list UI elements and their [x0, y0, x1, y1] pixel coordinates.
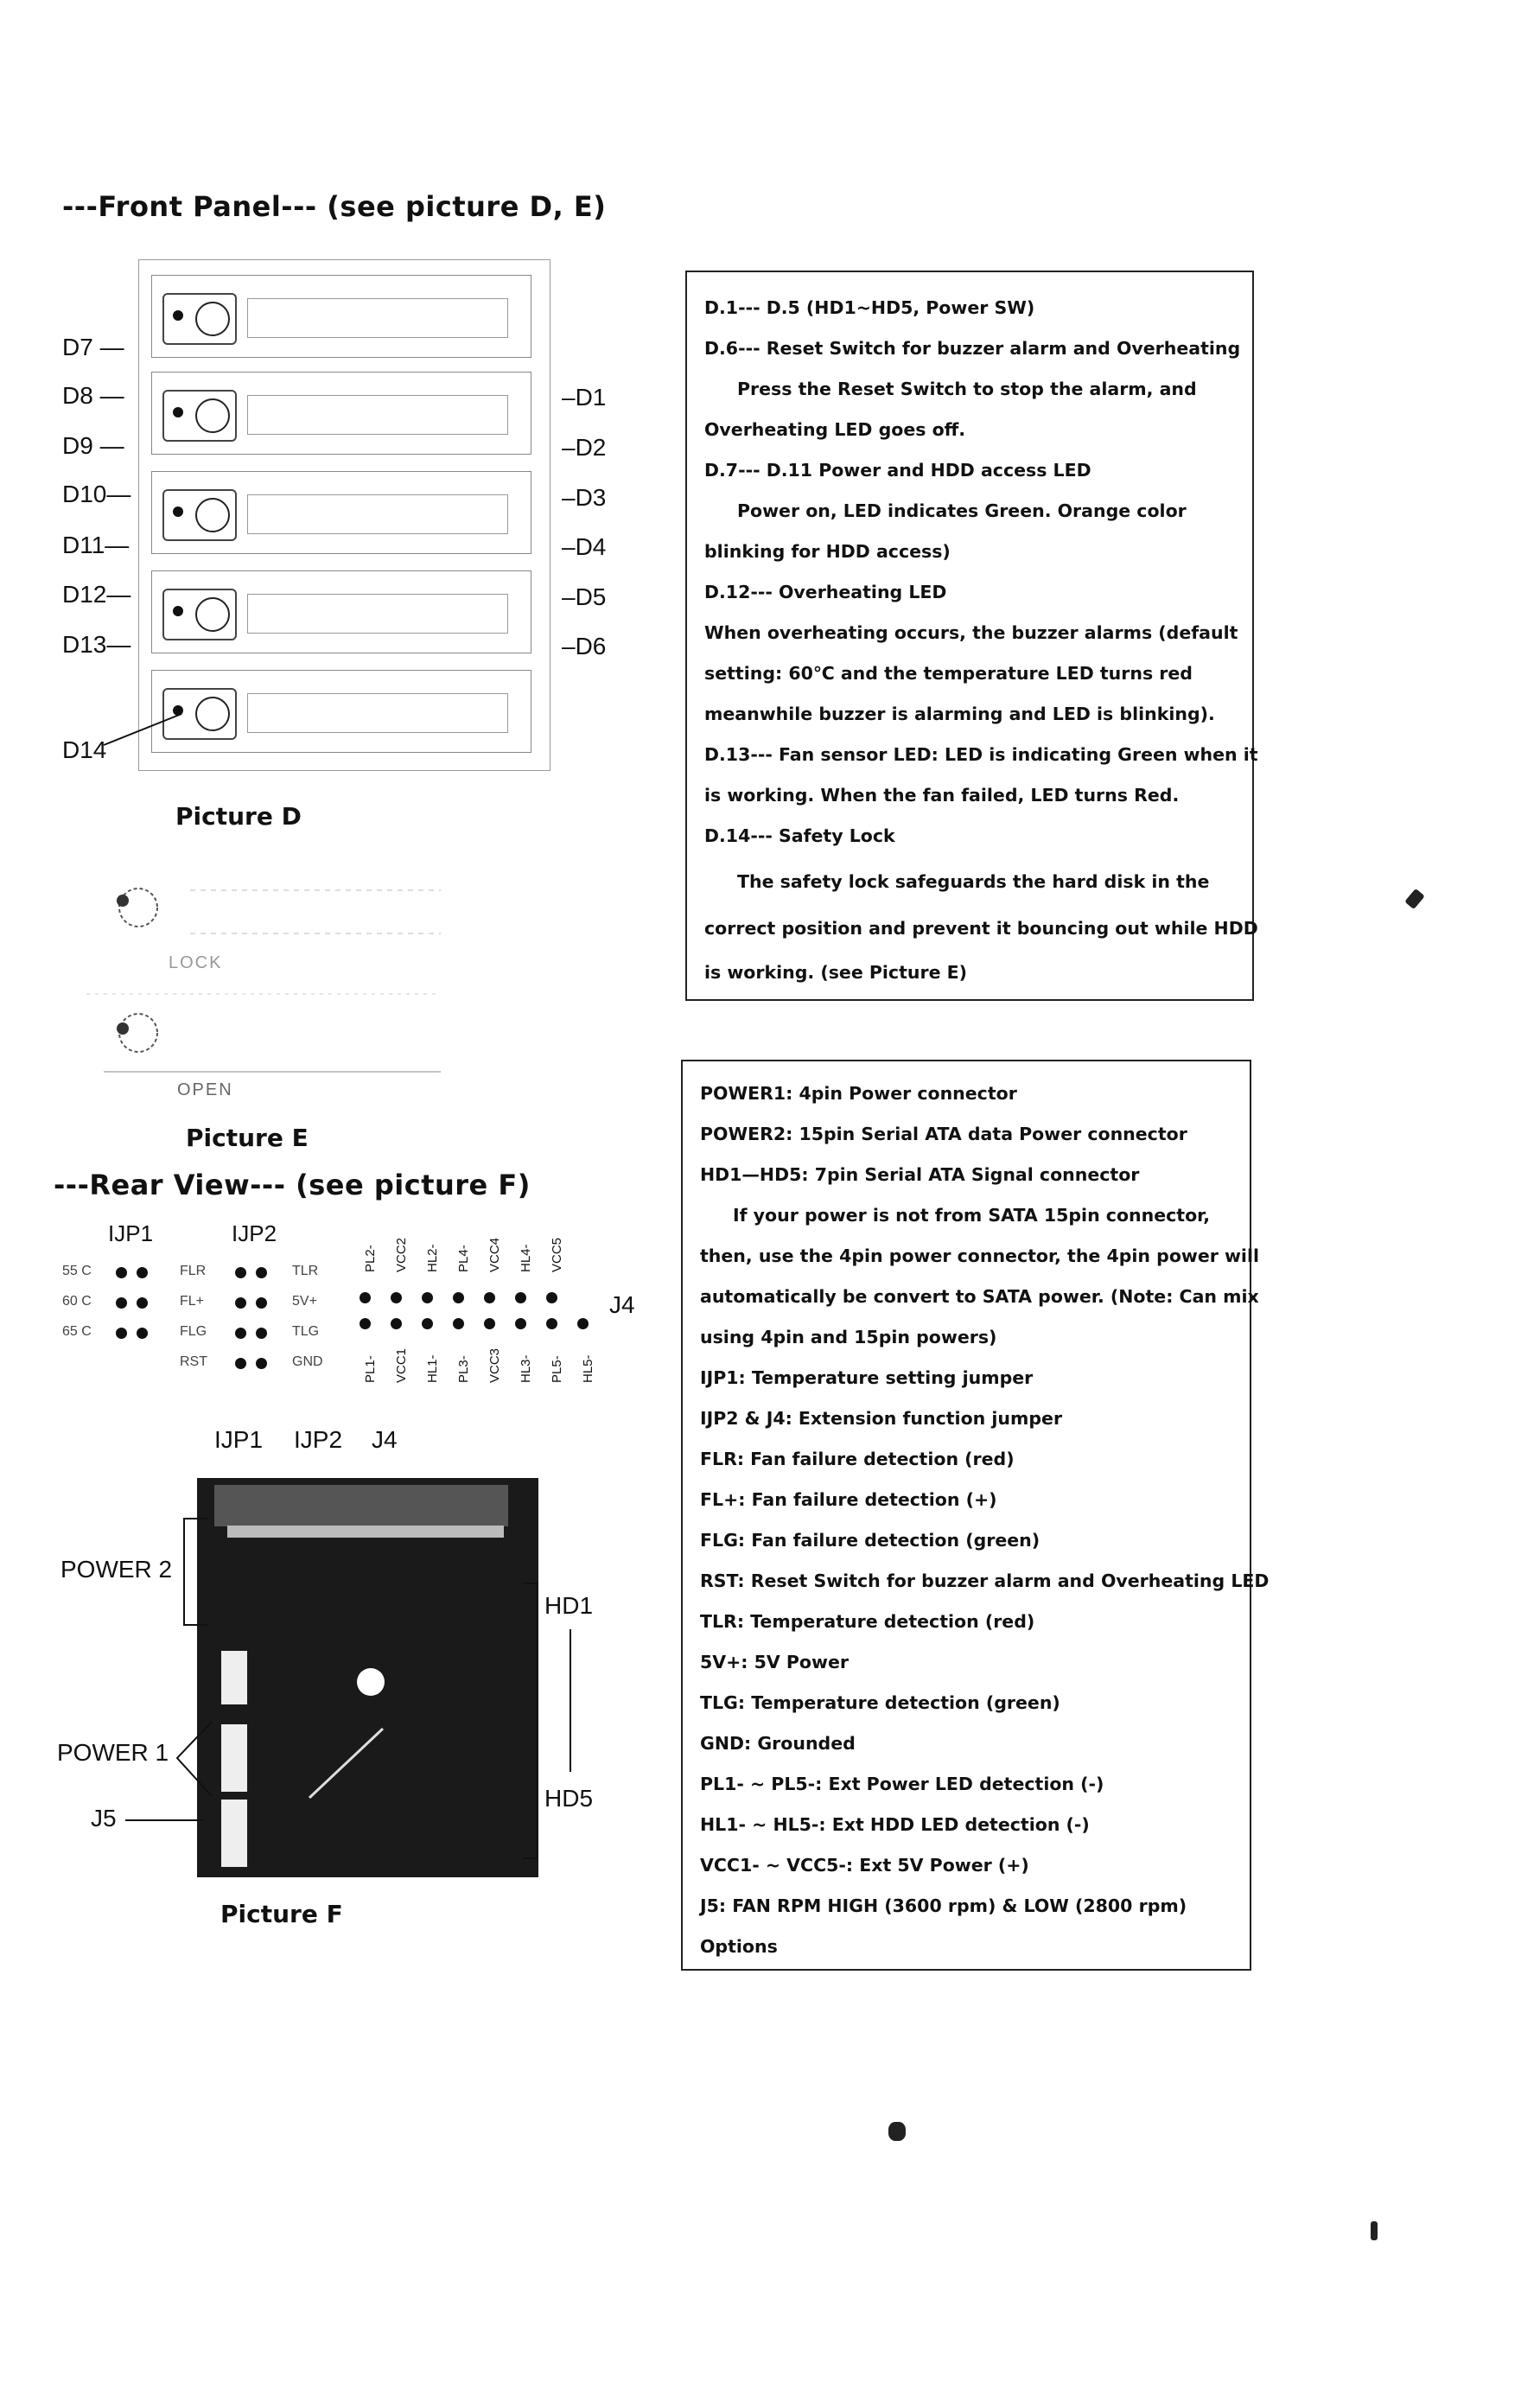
pcb-header [227, 1526, 504, 1538]
j4-label-top: HL2- [425, 1244, 440, 1272]
pin-tlg: TLG [292, 1324, 320, 1339]
desc-line: IJP1: Temperature setting jumper [700, 1367, 1034, 1388]
rear-view-heading: ---Rear View--- (see picture F) [54, 1169, 531, 1201]
pin-tlr: TLR [292, 1264, 319, 1278]
desc-line: RST: Reset Switch for buzzer alarm and Overheating LED [700, 1570, 1270, 1591]
picture-f-caption: Picture F [220, 1900, 343, 1928]
drive-bay [151, 275, 531, 358]
desc-line: blinking for HDD access) [704, 541, 951, 562]
photo-hd5-label: HD5 [544, 1785, 594, 1812]
pin-flg: FLG [180, 1324, 207, 1339]
photo-hd1-label: HD1 [544, 1592, 594, 1619]
label-d4: –D4 [562, 533, 607, 560]
pin-gnd: GND [292, 1354, 323, 1369]
photo-power2-label: POWER 2 [60, 1556, 173, 1583]
desc-line: POWER1: 4pin Power connector [700, 1083, 1017, 1104]
desc-line: PL1- ~ PL5-: Ext Power LED detection (-) [700, 1774, 1104, 1794]
label-d12: D12— [62, 581, 131, 608]
molex-connector [221, 1651, 247, 1704]
j4-label: J4 [609, 1291, 635, 1318]
label-d3: –D3 [562, 484, 607, 511]
pin-flr: FLR [180, 1264, 207, 1278]
j4-label-bottom: VCC1 [394, 1347, 409, 1383]
j4-label-top: PL4- [456, 1245, 471, 1272]
desc-line: is working. (see Picture E) [704, 962, 967, 983]
drive-bay [151, 570, 531, 653]
ijp1-pin [137, 1267, 148, 1278]
d14-pointer-line [95, 709, 190, 752]
j4-label-top: VCC5 [550, 1237, 564, 1272]
temp-60: 60 C [62, 1294, 92, 1309]
desc-line: D.7--- D.11 Power and HDD access LED [704, 460, 1091, 481]
rear-view-description-box [681, 1060, 1270, 1971]
j4-pin [515, 1292, 526, 1303]
ijp2-pin [256, 1297, 267, 1309]
j4-label-bottom: PL3- [456, 1355, 471, 1383]
pcb-trace [301, 1720, 404, 1806]
j4-pin [577, 1318, 589, 1329]
ijp2-pin [235, 1328, 246, 1339]
desc-line: using 4pin and 15pin powers) [700, 1327, 997, 1347]
label-d7: D7 — [62, 334, 124, 360]
drive-bay [151, 471, 531, 554]
label-d5: –D5 [562, 583, 607, 610]
j4-label-top: VCC4 [487, 1237, 502, 1272]
desc-line: GND: Grounded [700, 1733, 856, 1754]
photo-ijp1-label: IJP1 [214, 1426, 264, 1453]
j4-pin [422, 1318, 433, 1329]
picture-e-drawing [86, 864, 449, 1098]
j4-label-top: PL2- [363, 1245, 378, 1272]
desc-line: meanwhile buzzer is alarming and LED is blinking). [704, 704, 1215, 724]
desc-line: D.6--- Reset Switch for buzzer alarm and Overheating [704, 338, 1241, 359]
front-panel-description-box [685, 271, 1258, 1001]
j4-pin [391, 1318, 402, 1329]
pin-5vplus: 5V+ [292, 1294, 317, 1309]
desc-line: HL1- ~ HL5-: Ext HDD LED detection (-) [700, 1814, 1090, 1835]
ijp1-pin [116, 1328, 127, 1339]
front-panel-heading: ---Front Panel--- (see picture D, E) [62, 190, 607, 223]
j4-label-bottom: VCC3 [487, 1347, 502, 1383]
picture-e-caption: Picture E [186, 1124, 309, 1152]
j4-pin [422, 1292, 433, 1303]
j4-pin [515, 1318, 526, 1329]
j4-label-bottom: HL3- [519, 1354, 533, 1383]
pin-flplus: FL+ [180, 1294, 205, 1309]
j4-pin [453, 1318, 464, 1329]
j4-label-bottom: PL5- [550, 1355, 564, 1383]
drive-bay [151, 372, 531, 455]
scan-speck [1404, 889, 1425, 909]
temp-65: 65 C [62, 1324, 92, 1339]
ijp1-label: IJP1 [108, 1220, 154, 1246]
desc-line: VCC1- ~ VCC5-: Ext 5V Power (+) [700, 1855, 1029, 1876]
desc-line: setting: 60℃ and the temperature LED turns red [704, 663, 1193, 684]
ijp2-pin [256, 1328, 267, 1339]
j4-label-bottom: PL1- [363, 1355, 378, 1383]
lock-label: LOCK [169, 953, 223, 972]
photo-ijp2-label: IJP2 [294, 1426, 343, 1453]
open-label: OPEN [177, 1080, 233, 1099]
j4-label-top: HL4- [519, 1244, 533, 1272]
label-d13: D13— [62, 631, 131, 658]
temp-55: 55 C [62, 1264, 92, 1278]
label-d9: D9 — [62, 432, 124, 459]
ijp2-pin [235, 1267, 246, 1278]
ijp2-pin [256, 1267, 267, 1278]
j4-pin [360, 1292, 371, 1303]
photo-j5-label: J5 [91, 1805, 117, 1831]
j4-pin [360, 1318, 371, 1329]
label-d6: –D6 [562, 633, 607, 659]
j4-label-top: VCC2 [394, 1237, 409, 1272]
j4-pin [484, 1292, 495, 1303]
pin-rst: RST [180, 1354, 207, 1369]
desc-line: Options [700, 1936, 778, 1957]
ijp2-pin [256, 1358, 267, 1369]
mounting-hole [357, 1668, 385, 1696]
j4-label-bottom: HL1- [425, 1354, 440, 1383]
desc-line: D.12--- Overheating LED [704, 582, 947, 602]
j4-pin [546, 1292, 557, 1303]
desc-line: Press the Reset Switch to stop the alarm, and [737, 379, 1197, 399]
desc-line: POWER2: 15pin Serial ATA data Power connector [700, 1124, 1187, 1144]
desc-line: automatically be convert to SATA power. (Note: Can mix [700, 1286, 1259, 1307]
pcb-connector-strip [214, 1485, 508, 1526]
desc-line: correct position and prevent it bouncing out while HDD [704, 918, 1258, 939]
label-d14: D14 [62, 736, 107, 763]
power2-bracket [177, 1517, 212, 1629]
photo-j4-label: J4 [372, 1426, 398, 1453]
desc-line: IJP2 & J4: Extension function jumper [700, 1408, 1063, 1429]
label-d1: –D1 [562, 384, 607, 411]
label-d8: D8 — [62, 382, 124, 409]
picture-d-caption: Picture D [175, 802, 302, 831]
desc-line: TLR: Temperature detection (red) [700, 1611, 1035, 1632]
desc-line: FLG: Fan failure detection (green) [700, 1530, 1041, 1551]
j4-pin [546, 1318, 557, 1329]
desc-line: FLR: Fan failure detection (red) [700, 1449, 1015, 1469]
scan-speck [888, 2122, 906, 2141]
j4-pin [484, 1318, 495, 1329]
label-d2: –D2 [562, 434, 607, 461]
ijp1-pin [137, 1297, 148, 1309]
desc-line: HD1—HD5: 7pin Serial ATA Signal connector [700, 1164, 1140, 1185]
desc-line: The safety lock safeguards the hard disk in the [737, 871, 1210, 892]
power1-bracket [173, 1720, 216, 1806]
ijp1-pin [137, 1328, 148, 1339]
desc-line: J5: FAN RPM HIGH (3600 rpm) & LOW (2800 rpm) [700, 1895, 1187, 1916]
ijp2-pin [235, 1297, 246, 1309]
desc-line: TLG: Temperature detection (green) [700, 1692, 1060, 1713]
desc-line: D.14--- Safety Lock [704, 825, 895, 846]
desc-line: If your power is not from SATA 15pin connector, [733, 1205, 1211, 1226]
ijp2-label: IJP2 [232, 1220, 277, 1246]
desc-line: is working. When the fan failed, LED turns Red. [704, 785, 1180, 806]
j5-pointer-line [121, 1806, 207, 1832]
j4-label-bottom: HL5- [581, 1354, 595, 1383]
ijp1-pin [116, 1267, 127, 1278]
desc-line: D.1--- D.5 (HD1~HD5, Power SW) [704, 297, 1035, 318]
desc-line: FL+: Fan failure detection (+) [700, 1489, 997, 1510]
molex-connector [221, 1724, 247, 1792]
molex-connector [221, 1800, 247, 1867]
desc-line: Overheating LED goes off. [704, 419, 966, 440]
ijp2-pin [235, 1358, 246, 1369]
desc-line: When overheating occurs, the buzzer alarms (default [704, 622, 1238, 643]
j4-pin [391, 1292, 402, 1303]
hd-bracket [519, 1582, 579, 1867]
desc-line: 5V+: 5V Power [700, 1652, 849, 1672]
pcb-photo [197, 1478, 538, 1877]
scan-speck [1371, 2221, 1378, 2240]
desc-line: D.13--- Fan sensor LED: LED is indicating Green when it [704, 744, 1258, 765]
desc-line: Power on, LED indicates Green. Orange color [737, 500, 1187, 521]
j4-pin [453, 1292, 464, 1303]
photo-power1-label: POWER 1 [57, 1739, 169, 1766]
drive-bay [151, 670, 531, 753]
label-d10: D10— [62, 481, 131, 507]
label-d11: D11— [62, 532, 130, 558]
ijp1-pin [116, 1297, 127, 1309]
desc-line: then, use the 4pin power connector, the 4pin power will [700, 1245, 1260, 1266]
